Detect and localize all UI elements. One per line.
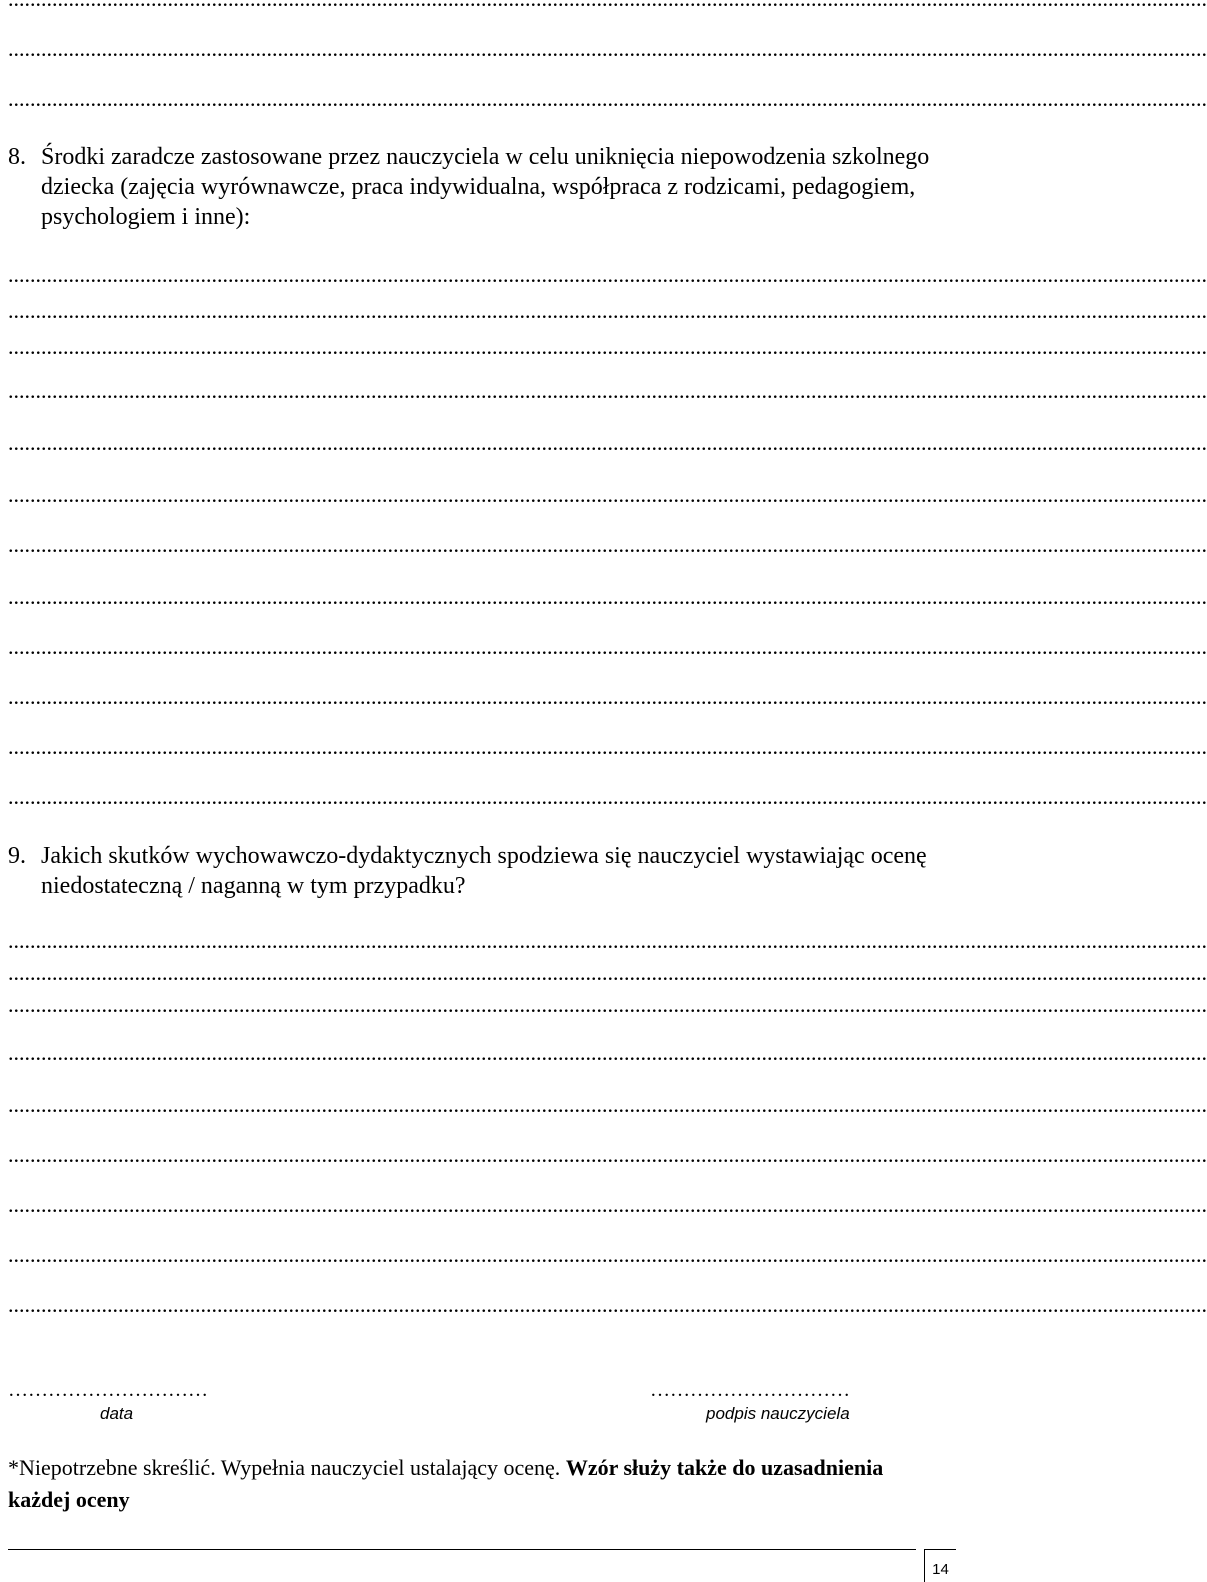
answer-line[interactable]: .......................................................................................................................................................................................................................... [8, 684, 1207, 709]
answer-line[interactable] [8, 0, 950, 10]
answer-line[interactable]: .......................................................................................................................................................................................................................... [8, 584, 1207, 609]
answer-line[interactable]: .......................................................................................................................................................................................................................... [8, 1192, 1207, 1217]
answer-line[interactable]: .......................................................................................................................................................................................................................... [8, 532, 1207, 557]
answer-line[interactable]: .......................................................................................................................................................................................................................... [8, 36, 1207, 61]
answer-line[interactable]: .......................................................................................................................................................................................................................... [8, 1242, 1207, 1267]
answer-line[interactable]: .......................................................................................................................................................................................................................... [8, 430, 1207, 455]
teacher-signature-line[interactable]: ………………………… [650, 1379, 850, 1401]
page-number: 14 [924, 1549, 956, 1582]
answer-line[interactable]: .......................................................................................................................................................................................................................... [8, 1092, 1207, 1117]
teacher-signature-label: podpis nauczyciela [706, 1404, 850, 1423]
answer-line[interactable]: .......................................................................................................................................................................................................................... [8, 634, 1207, 659]
answer-line[interactable]: .......................................................................................................................................................................................................................... [8, 1142, 1207, 1167]
answer-line[interactable]: .......................................................................................................................................................................................................................... [8, 86, 1207, 111]
answer-line[interactable]: .......................................................................................................................................................................................................................... [8, 1040, 1207, 1065]
footnote [8, 1452, 908, 1516]
answer-line[interactable]: .......................................................................................................................................................................................................................... [8, 262, 1207, 287]
footer-divider [8, 1549, 916, 1550]
footnote-bold-text: Wzór służy także do uzasadnienia każdej oceny [8, 1455, 884, 1512]
answer-line[interactable]: .......................................................................................................................................................................................................................... [8, 928, 1207, 953]
question-9-text: Jakich skutków wychowawczo-dydaktycznych spodziewa się nauczyciel wystawiając ocenę niedostateczną / naganną w tym przypadku? [41, 843, 927, 899]
answer-line[interactable]: .......................................................................................................................................................................................................................... [8, 960, 1207, 985]
date-signature-line[interactable]: ………………………… [8, 1379, 208, 1401]
answer-line[interactable]: .......................................................................................................................................................................................................................... [8, 734, 1207, 759]
answer-line[interactable]: .......................................................................................................................................................................................................................... [8, 378, 1207, 403]
question-8-text: Środki zaradcze zastosowane przez nauczyciela w celu uniknięcia niepowodzenia szkolnego dziecka (zajęcia wyrównawcze, praca indywidualna, współpraca z rodzicami, pedagogiem, psychologiem i inne): [41, 144, 930, 230]
footnote-text: *Niepotrzebne skreślić. Wypełnia nauczyciel ustalający ocenę. [8, 1455, 566, 1480]
question-8-number: 8. [8, 144, 26, 170]
answer-line[interactable]: .......................................................................................................................................................................................................................... [8, 784, 1207, 809]
answer-line[interactable]: .......................................................................................................................................................................................................................... [8, 992, 1207, 1017]
date-label: data [100, 1404, 134, 1423]
question-9-number: 9. [8, 843, 26, 869]
answer-line[interactable]: .......................................................................................................................................................................................................................... [8, 298, 1207, 323]
answer-line[interactable]: .......................................................................................................................................................................................................................... [8, 334, 1207, 359]
answer-line[interactable]: .......................................................................................................................................................................................................................... [8, 1292, 1207, 1317]
answer-line[interactable]: .......................................................................................................................................................................................................................... [8, 482, 1207, 507]
